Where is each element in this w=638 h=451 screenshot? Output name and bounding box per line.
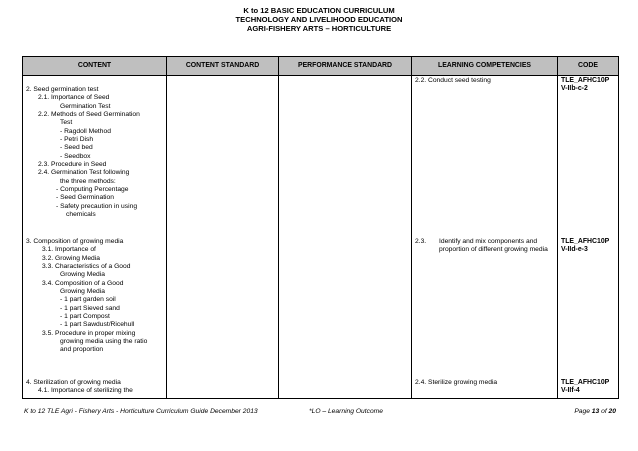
header-subject-title: TECHNOLOGY AND LIVELIHOOD EDUCATION (235, 15, 403, 25)
competency-conduct-seed-testing: 2.2. Conduct seed testing (415, 77, 491, 84)
page-header (0, 6, 638, 34)
curriculum-table (22, 56, 619, 399)
column-header-content-standard: CONTENT STANDARD (167, 57, 279, 76)
code-cell (558, 76, 619, 399)
performance-standard-cell (279, 76, 412, 399)
competency-mix-growing-media: 2.3. Identify and mix components and proportion of different growing media (415, 238, 548, 254)
competency-sterilize-growing-media: 2.4. Sterilize growing media (415, 379, 498, 386)
code-entry: TLE_AFHC10P V-IIb-c-2 (561, 77, 610, 93)
content-item-sterilization: 4. Sterilization of growing media 4.1. Importance of sterilizing the (26, 379, 133, 395)
content-cell (23, 76, 167, 399)
page-footer (24, 407, 618, 417)
content-standard-cell (167, 76, 279, 399)
column-header-code: CODE (558, 57, 619, 76)
table-header-row (23, 57, 619, 76)
column-header-performance-standard: PERFORMANCE STANDARD (279, 57, 412, 76)
competency-number: 2.3. (415, 238, 427, 245)
column-header-content: CONTENT (23, 57, 167, 76)
content-item-seed-germination: 2. Seed germination test 2.1. Importance of Seed Germination Test 2.2. Methods of Seed Germination Test - Ragdoll Method - Petri Dish - Seed bed - Seedbox 2.3. Procedure in Seed 2.4. Germination Test following the three methods: - Computing Percentage - Seed Germination - Safety precaution in using chemicals (26, 86, 140, 219)
footer-legend: *LO – Learning Outcome (309, 408, 383, 415)
footer-guide-title: K to 12 TLE Agri - Fishery Arts - Horticulture Curriculum Guide December 2013 (24, 408, 258, 415)
code-entry: TLE_AFHC10P V-IId-e-3 (561, 238, 610, 254)
content-item-growing-media: 3. Composition of growing media 3.1. Importance of 3.2. Growing Media 3.3. Characteristics of a Good Growing Media 3.4. Composition of a Good Growing Media - 1 part garden soil - 1 part Sieved sand - 1 part Compost - 1 part Sawdust/Ricehull 3.5. Procedure in proper mixing growing media using the ratio and proportion (26, 238, 148, 354)
code-entry: TLE_AFHC10P V-IIf-4 (561, 379, 610, 395)
column-header-learning-competencies: LEARNING COMPETENCIES (412, 57, 558, 76)
header-specialization-title: AGRI-FISHERY ARTS – HORTICULTURE (246, 24, 392, 34)
table-row (23, 76, 619, 399)
learning-competencies-cell (412, 76, 558, 399)
header-curriculum-title: K to 12 BASIC EDUCATION CURRICULUM (243, 6, 395, 15)
footer-page-number: Page 13 of 20 (574, 408, 616, 415)
